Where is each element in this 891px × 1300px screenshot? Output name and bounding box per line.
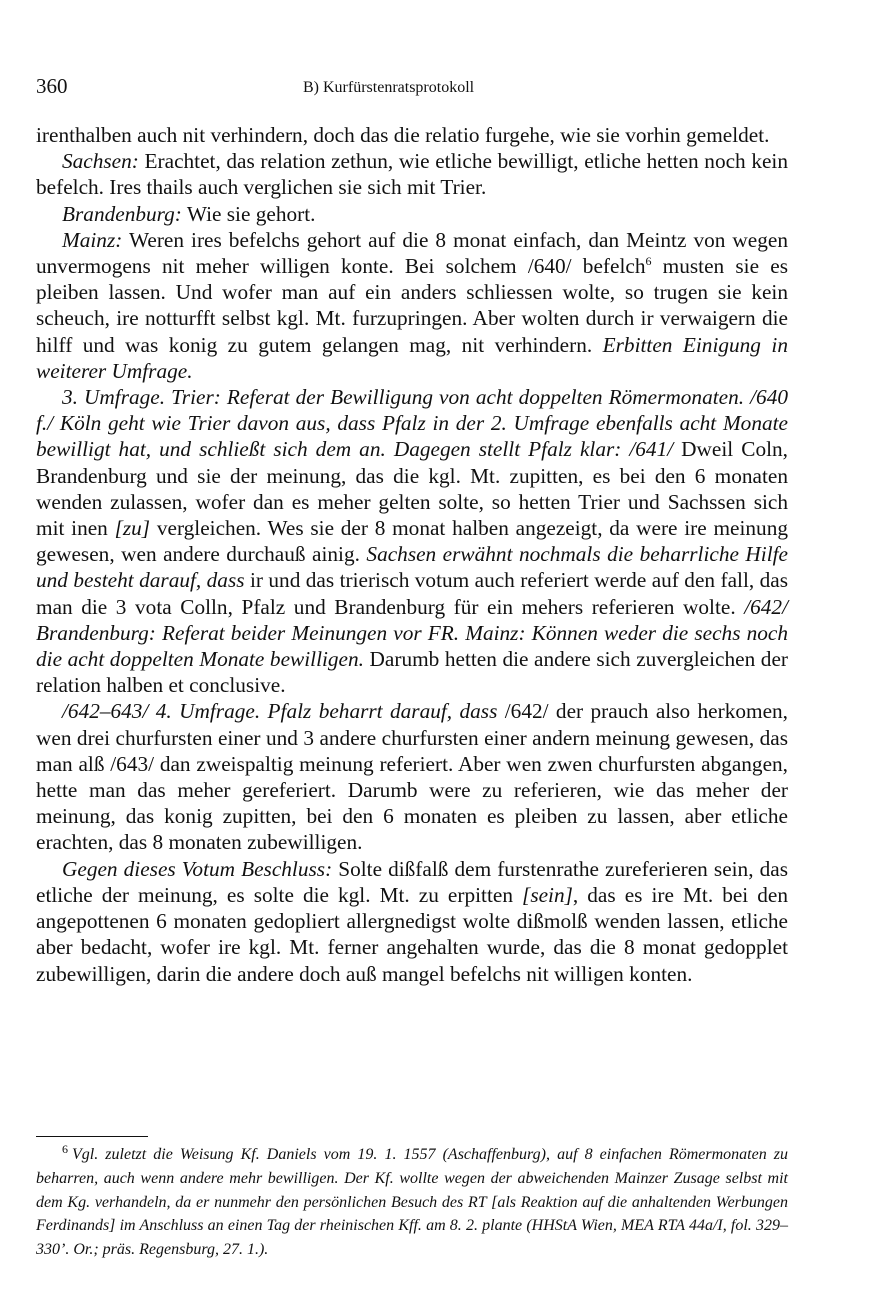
- paragraph-5-text-d: Darumb hetten die andere sich zuvergleichen der relation halben et conclusive.: [36, 647, 788, 698]
- paragraph-4-text-b: musten sie es pleiben lassen. Und wofer man auf ein anders schliessen wolte, so trugen sie kein scheuch, ire notturfft selbst kgl. Mt. furzupringen. Aber wolten durch ir verwaigern die hilff und was konig zu gutem gelangen mag, nit verhindern.: [36, 254, 788, 357]
- speaker-label-brandenburg: Brandenburg:: [62, 201, 182, 226]
- paragraph-7-italic-b: [sein]: [522, 882, 573, 907]
- paragraph-1-text: irenthalben auch nit verhindern, doch das die relatio furgehe, wie sie vorhin gemeldet.: [36, 123, 770, 147]
- paragraph-1: [36, 122, 788, 148]
- paragraph-4-italic: Erbitten Einigung in weiterer Umfrage.: [36, 332, 788, 383]
- paragraph-2: [36, 148, 788, 200]
- paragraph-5-text-a: Dweil Coln, Brandenburg und sie der meinung, das die kgl. Mt. zupitten, es bei den 6 monaten wenden zulassen, wofer dan es meher gelten solte, so hetten Trier und Sachssen sich mit inen: [36, 437, 788, 541]
- footnote-reference: 6: [645, 253, 652, 268]
- paragraph-5-italic-d: /642/ Brandenburg: Referat beider Meinungen vor FR. Mainz: Können weder die sechs noch die acht doppelten Monate bewilligen.: [36, 594, 788, 672]
- footnote-rule: [36, 1136, 148, 1137]
- paragraph-5-text-b: vergleichen. Wes sie der 8 monat halben angezeigt, da were ire meinung gewesen, wen andere durchauß ainig.: [36, 516, 789, 567]
- footnote-text: Vgl. zuletzt die Weisung Kf. Daniels vom 19. 1. 1557 (Aschaffenburg), auf 8 einfachen Römermonaten zu beharren, auch wenn andere mehr bewilligen. Der Kf. wollte wegen der abweichenden Mainzer Zusage selbst mit dem Kg. verhandeln, da er nunmehr den persönlichen Besuch des RT [als Reaktion auf die anhaltenden Werbungen Ferdinands] im Anschluss an einen Tag der rheinischen Kff. am 8. 2. plante (HHStA Wien, MEA RTA 44a/I, fol. 329–330’. Or.; präs. Regensburg, 27. 1.).: [36, 1146, 788, 1259]
- page-number: 360: [36, 74, 68, 98]
- speaker-label-sachsen: Sachsen:: [62, 149, 139, 174]
- speaker-label-mainz: Mainz:: [62, 227, 123, 252]
- paragraph-7-italic: Gegen dieses Votum Beschluss:: [62, 856, 333, 881]
- paragraph-6-text: /642/ der prauch also herkomen, wen drei churfursten einer und 3 andere churfursten einer andern meinung gewesen, das man alß /643/ dan zweispaltig meinung referiert. Aber wen zwen churfursten abgangen, hette man das meher gereferiert. Darumb were zu referieren, wie das meher der meinung, das konig zupitten, bei den 6 monaten es pleiben zu lassen, aber etliche erachten, das 8 monaten zubewilligen.: [36, 699, 789, 855]
- paragraph-5-italic-b: [zu]: [114, 516, 151, 541]
- paragraph-7-text-a: Solte dißfalß dem furstenrathe zureferieren sein, das etliche der meinung, es solte die kgl. Mt. zu erpitten: [36, 856, 788, 907]
- paragraph-3: [36, 201, 788, 227]
- paragraph-4-text-a: Weren ires befelchs gehort auf die 8 monat einfach, dan Meintz von wegen unvermogens nit meher willigen konte. Bei solchem /640/ befelch: [36, 227, 788, 279]
- paragraph-4: [36, 227, 788, 384]
- main-text: [36, 122, 788, 987]
- paragraph-5: [36, 384, 788, 698]
- paragraph-7: [36, 856, 788, 987]
- paragraph-5-text-c: ir und das trierisch votum auch referiert werde auf den fall, das man die 3 vota Colln, Pfalz und Brandenburg für ein mehers referieren wolte.: [36, 568, 788, 619]
- paragraph-3-text: Wie sie gehort.: [181, 201, 316, 226]
- footnote-number: 6: [62, 1141, 68, 1156]
- footnote: [36, 1143, 788, 1262]
- paragraph-2-text: Erachtet, das relation zethun, wie etliche bewilligt, etliche hetten noch kein befelch. Ires thails auch verglichen sie sich mit Trier.: [36, 149, 788, 200]
- paragraph-6-italic: /642–643/ 4. Umfrage. Pfalz beharrt darauf, dass: [62, 699, 498, 724]
- paragraph-6: [36, 698, 788, 855]
- paragraph-5-italic-c: Sachsen erwähnt nochmals die beharrliche Hilfe und besteht darauf, dass: [36, 542, 788, 593]
- running-title: B) Kurfürstenratsprotokoll: [303, 79, 475, 96]
- paragraph-7-text-b: , das es ire Mt. bei den angepottenen 6 monaten gedopliert allergnedigst wolte dißmolß wenden lassen, etliche aber bedacht, wofer ire kgl. Mt. ferner angehalten wurde, das die 8 monat gedopplet zubewilligen, darin die andere doch auß mangel befelchs nit willigen konten.: [36, 882, 789, 986]
- paragraph-5-italic-a: 3. Umfrage. Trier: Referat der Bewilligung von acht doppelten Römermonaten. /640 f./ Köln geht wie Trier davon aus, dass Pfalz in der 2. Umfrage ebenfalls acht Monate bewilligt hat, und schließt sich dem an. Dagegen stellt Pfalz klar: /641/: [36, 385, 788, 462]
